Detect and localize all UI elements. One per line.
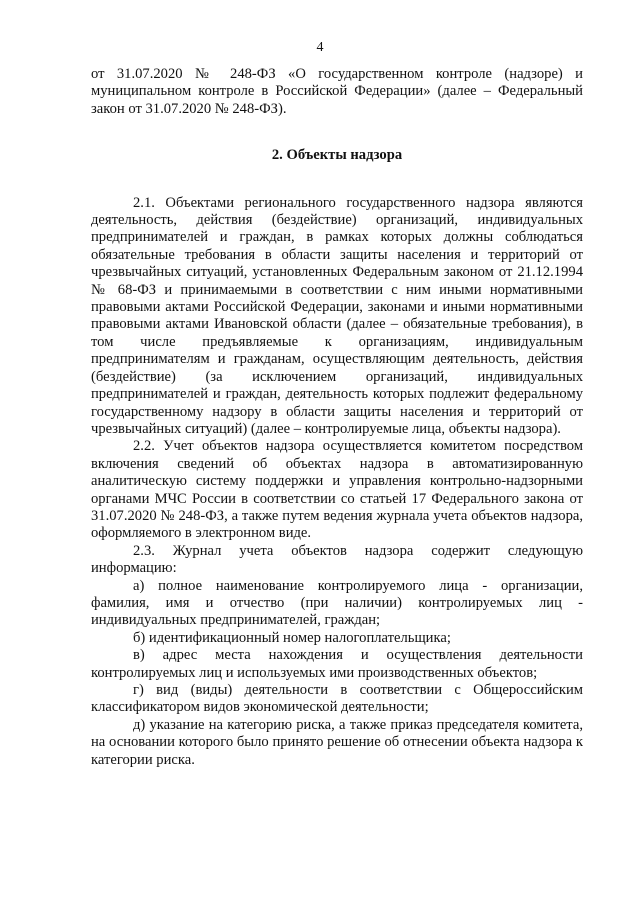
- document-body: [91, 66, 583, 769]
- section-title: 2. Объекты надзора: [271, 147, 403, 164]
- paragraph-2-1: 2.1. Объектами регионального государственного надзора являются деятельность, действия (бездействие) организаций, индивидуальных предпринимателей и граждан, в рамках которых должны соблюдаться обязательные требования в области защиты населения и территорий от чрезвычайных ситуаций, установленных Федеральным законом от 21.12.1994 № 68-ФЗ и принимаемыми в соответствии с ним иными нормативными правовыми актами Российской Федерации, законами и иными нормативными правовыми актами Ивановской области (далее – обязательные требования), в том числе предъявляемые к организациям, индивидуальным предпринимателям и гражданам, осуществляющим деятельность, действия (бездействие) (за исключением организаций, индивидуальных предпринимателей и граждан, деятельность которых подлежит федеральному государственному надзору в области защиты населения и территорий от чрезвычайных ситуаций) (далее – контролируемые лица, объекты надзора).: [91, 194, 583, 437]
- list-item-d: д) указание на категорию риска, а также приказ председателя комитета, на основании которого было принято решение об отнесении объекта надзора к категории риска.: [91, 716, 583, 768]
- intro-paragraph: от 31.07.2020 № 248-ФЗ «О государственном контроле (надзоре) и муниципальном контроле в Российской Федерации» (далее – Федеральный закон от 31.07.2020 № 248-ФЗ).: [91, 66, 583, 117]
- paragraph-2-3: 2.3. Журнал учета объектов надзора содержит следующую информацию:: [91, 542, 583, 577]
- page-number: 4: [316, 40, 324, 55]
- list-item-a: а) полное наименование контролируемого лица - организации, фамилия, имя и отчество (при наличии) контролируемых лиц - индивидуальных предпринимателей, граждан;: [91, 577, 583, 629]
- list-item-g: г) вид (виды) деятельности в соответствии с Общероссийским классификатором видов экономической деятельности;: [91, 682, 583, 716]
- list-item-v: в) адрес места нахождения и осуществления деятельности контролируемых лиц и используемых ими производственных объектов;: [91, 647, 583, 681]
- paragraph-2-2: 2.2. Учет объектов надзора осуществляется комитетом посредством включения сведений об объектах надзора в автоматизированную аналитическую систему поддержки и управления контрольно-надзорными органами МЧС России в соответствии со статьей 17 Федерального закона от 31.07.2020 № 248-ФЗ, а также путем ведения журнала учета объектов надзора, оформляемого в электронном виде.: [91, 438, 583, 542]
- list-item-b: б) идентификационный номер налогоплательщика;: [133, 629, 451, 646]
